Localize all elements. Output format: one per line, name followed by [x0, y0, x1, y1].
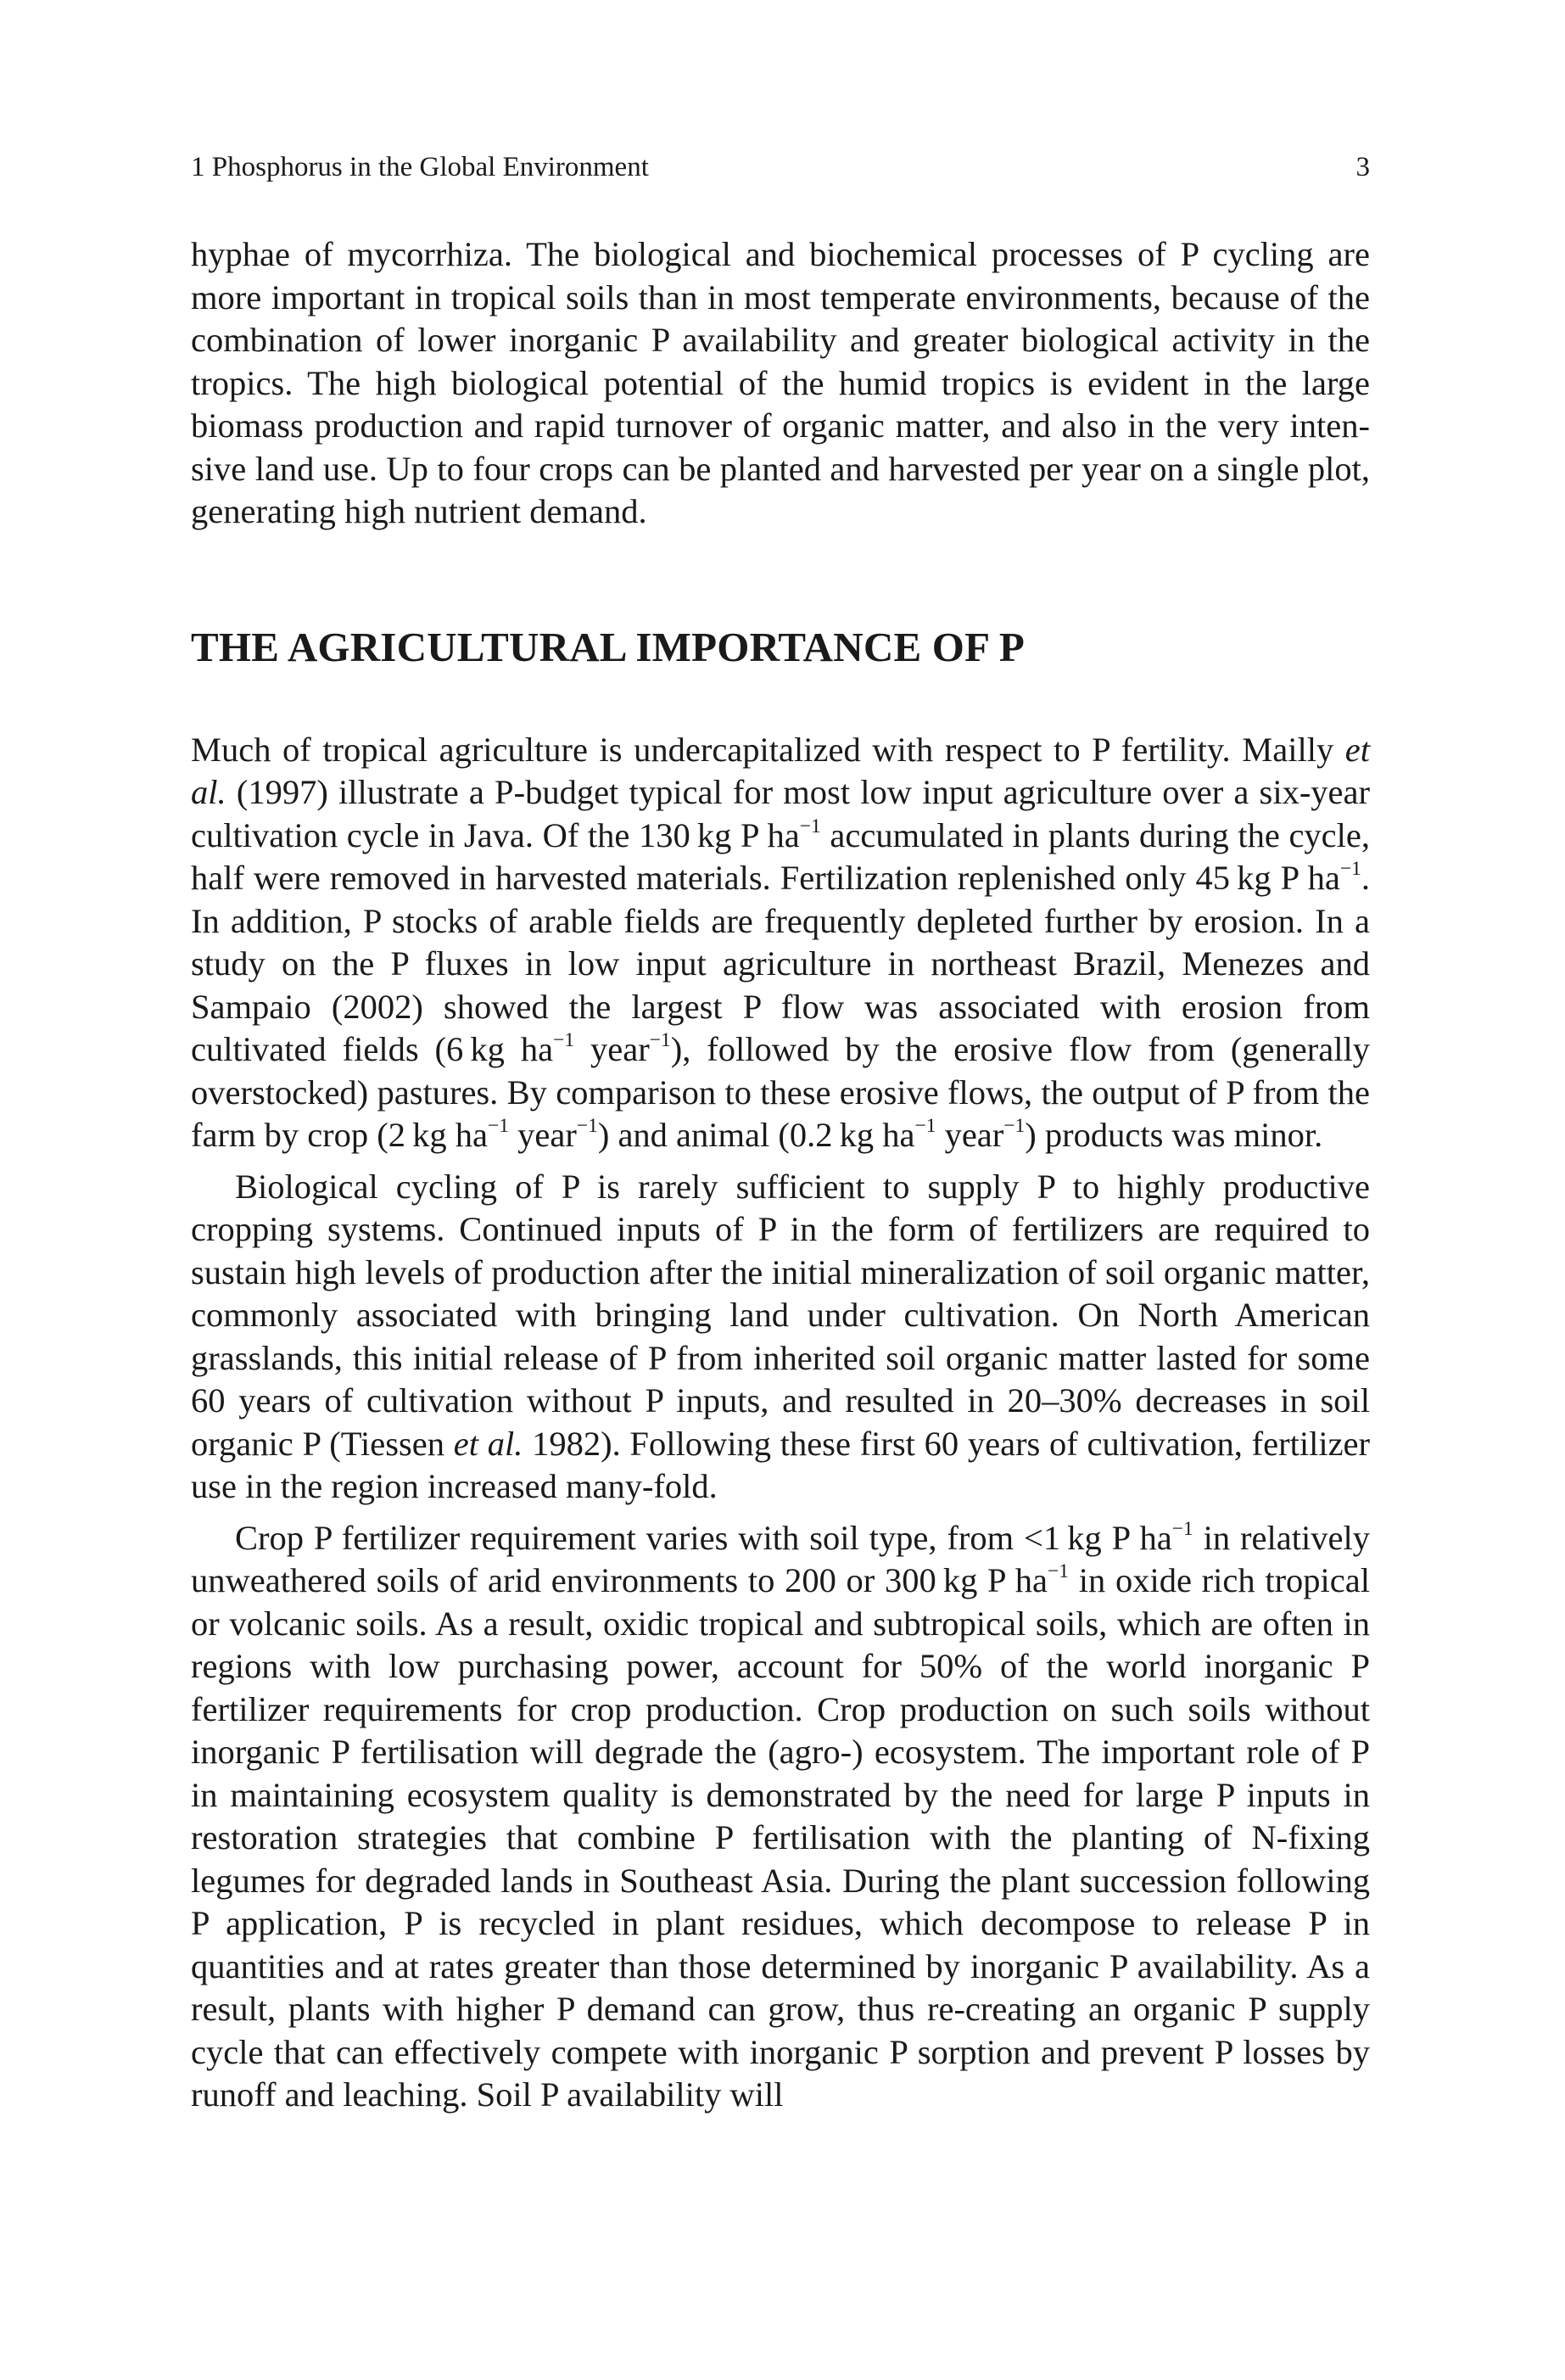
paragraph-fertilizer-requirement: Crop P fertilizer requirement varies with soil type, from <1 kg P $ha^{-1}$ in relatively unweathered soils of arid environments to 200 or 300 kg P $ha^{-1}$ in oxide rich tropical or volcanic soils. As a result, oxidic tropical and subtropical soils, which are often in regions with low purchasing power, account for 50% of the world inorganic P fertilizer requirements for crop production. Crop production on such soils without inorganic P fertilisation will degrade the (agro-) ecosystem. The important role of P in maintaining ecosystem quality is demonstrated by the need for large P inputs in restoration strategies that combine P fertilisation with the planting of N-fixing legumes for degraded lands in Southeast Asia. During the plant succession following P application, P is recycled in plant residues, which decompose to release P in quantities and at rates greater than those determined by inorganic P availability. As a result, plants with higher P demand can grow, thus re-creating an organic P supply cycle that can effectively compete with inorganic P sorption and prevent P losses by runoff and leaching. Soil P availability will	[191, 1517, 1371, 2114]
citation-et-al: et al.	[453, 1424, 523, 1463]
superscript-exponent: −1	[1339, 858, 1361, 881]
body-text	[191, 233, 1370, 2117]
superscript-exponent: −1	[576, 1115, 598, 1138]
superscript-exponent: −1	[1003, 1115, 1026, 1138]
running-head	[191, 148, 1370, 186]
citation-et-al: et al.	[191, 730, 1370, 811]
section-heading: THE AGRICULTURAL IMPORTANCE OF P	[191, 623, 1025, 670]
superscript-exponent: −1	[914, 1115, 936, 1138]
superscript-exponent: −1	[553, 1029, 575, 1052]
book-page	[191, 148, 1370, 2117]
paragraph-biological-cycling: Biological cycling of P is rarely sufficient to supply P to highly productive cropping systems. Continued inputs of P in the form of fertilizers are required to sustain high levels of production after the initial mineralization of soil organic matter, commonly associated with bringing land under cultivation. On North American grasslands, this initial release of P from inherited soil organic matter lasted for some 60 years of cultivation without P inputs, and resulted in 20–30% decreases in soil organic P (Tiessen et al. 1982). Following these first 60 years of cultivation, fertilizer use in the region increased many-fold.	[191, 1167, 1371, 1505]
superscript-exponent: −1	[1048, 1560, 1070, 1583]
chapter-title: 1 Phosphorus in the Global Environment	[191, 152, 649, 182]
superscript-exponent: −1	[649, 1029, 671, 1052]
paragraph-p-budget: Much of tropical agriculture is undercapitalized with respect to P fertility. Mailly et al. (1997) illustrate a P-budget typical for most low input agriculture over a six-year cultivation cycle in Java. Of the 130 kg P $ha^{-1}$ accumulated in plants during the cycle, half were removed in harvested materials. Fertilization replenished only 45 kg P $ha^{-1}$. In addition, P stocks of arable fields are frequently depleted further by erosion. In a study on the P fluxes in low input agriculture in northeast Brazil, Menezes and Sampaio (2002) showed the largest P flow was associated with erosion from cultivated fields (6 kg $ha^{-1}$ year$^{-1}$), followed by the erosive flow from (generally overstocked) pastures. By comparison to these erosive flows, the output of P from the farm by crop (2 kg $ha^{-1}$ year$^{-1}$) and animal (0.2 kg $ha^{-1}$ year$^{-1}$) products was minor.	[191, 730, 1370, 1154]
page-number: 3	[1355, 152, 1370, 182]
superscript-exponent: −1	[1171, 1517, 1193, 1540]
paragraph-continued: hyphae of mycorrhiza. The biological and biochemical processes of P cycling are more important in tropical soils than in most temperate environments, because of the combination of lower inorganic P availability and greater biological activity in the tropics. The high biological potential of the humid tropics is evident in the large biomass production and rapid turnover of organic matter, and also in the very intensive land use. Up to four crops can be planted and harvested per year on a single plot, generating high nutrient demand.	[191, 235, 1370, 530]
superscript-exponent: −1	[799, 815, 821, 837]
superscript-exponent: −1	[488, 1115, 509, 1138]
